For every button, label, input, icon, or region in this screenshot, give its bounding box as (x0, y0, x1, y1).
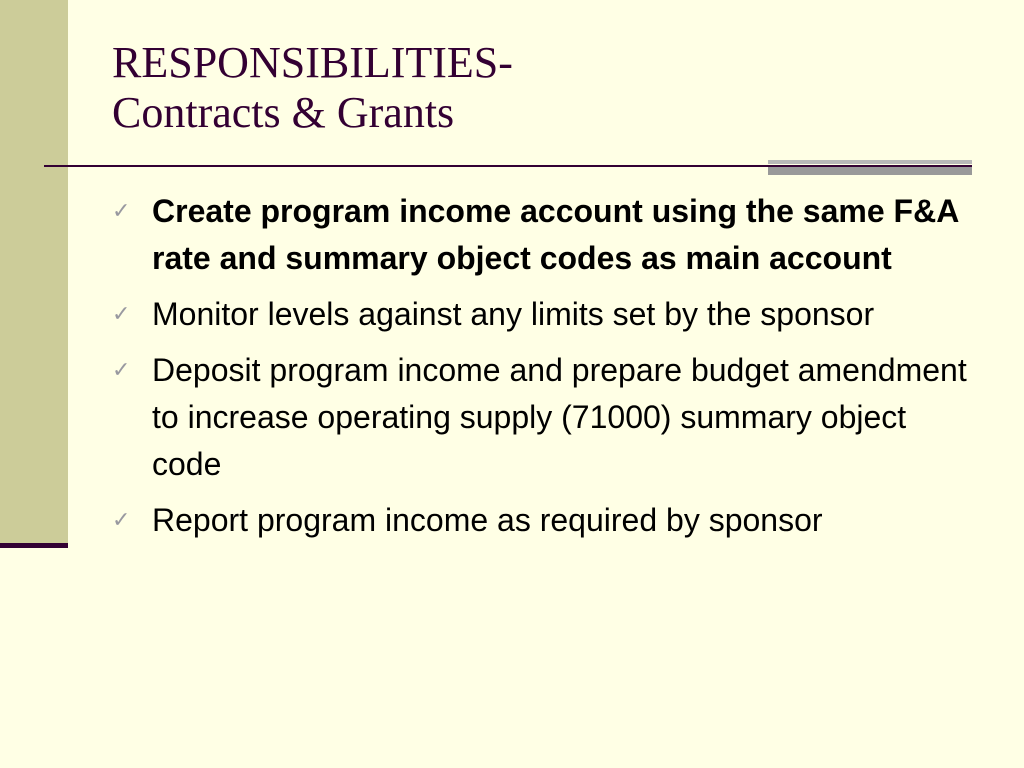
left-band-underline (0, 543, 68, 548)
slide-title-line-2: Contracts & Grants (112, 88, 455, 137)
bullet-list (112, 188, 982, 553)
slide-title (112, 38, 513, 138)
bullet-item-3 (112, 347, 982, 488)
checkmark-icon: ✓ (112, 358, 131, 383)
title-accent-bars (768, 160, 972, 176)
checkmark-icon: ✓ (112, 508, 131, 533)
bullet-item-2 (112, 291, 982, 338)
bullet-text: Report program income as required by sponsor (152, 502, 823, 538)
checkmark-icon: ✓ (112, 199, 131, 224)
slide-title-line-1: RESPONSIBILITIES- (112, 38, 513, 87)
accent-bar-light (768, 160, 972, 164)
left-decorative-band (0, 0, 68, 545)
bullet-text: Deposit program income and prepare budget amendment to increase operating supply (71000) summary object code (152, 352, 967, 482)
bullet-text: Monitor levels against any limits set by the sponsor (152, 296, 875, 332)
bullet-item-1 (112, 188, 982, 282)
bullet-item-4 (112, 497, 982, 544)
bullet-text: Create program income account using the same F&A rate and summary object codes as main account (152, 193, 959, 276)
checkmark-icon: ✓ (112, 302, 131, 327)
accent-bar-dark (768, 167, 972, 175)
